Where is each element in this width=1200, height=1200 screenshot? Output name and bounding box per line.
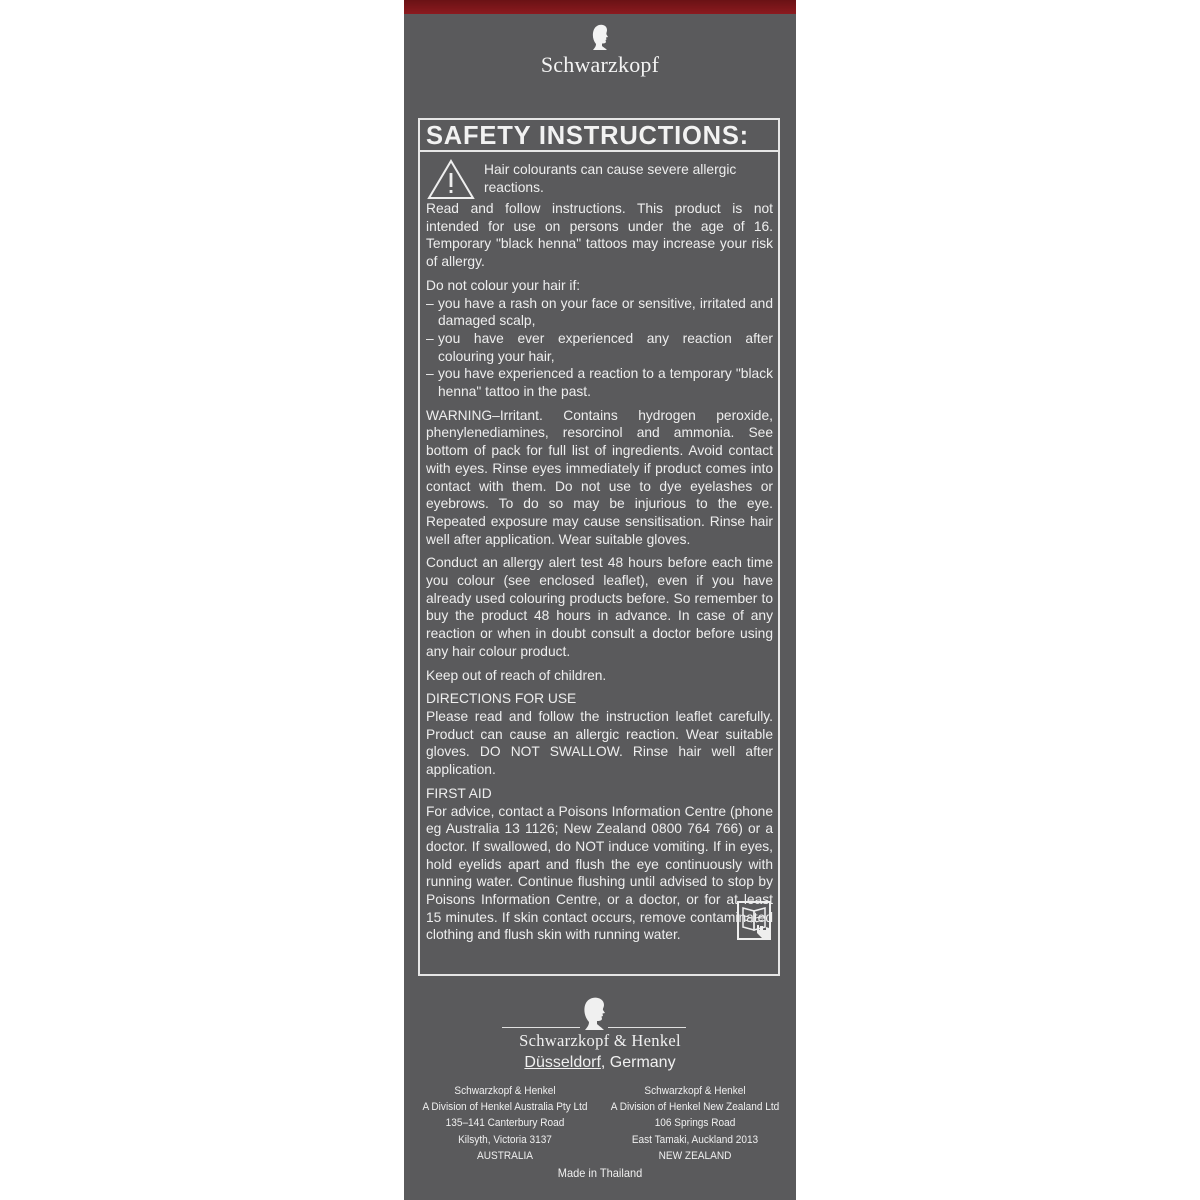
address-line: Kilsyth, Victoria 3137 [458,1133,552,1146]
children-paragraph: Keep out of reach of children. [426,667,607,683]
first-aid-section [426,785,773,944]
safety-title-row [420,120,778,152]
allergy-warning-row [426,158,773,200]
address-line: East Tamaki, Auckland 2013 [631,1133,759,1146]
red-top-band [404,0,796,14]
list-item: – you have ever experienced any reaction after colouring your hair, [426,330,773,365]
divider [502,1027,580,1028]
address-line: 135–141 Canterbury Road [445,1117,565,1130]
directions-paragraph: Please read and follow the instruction leaflet carefully. Product can cause an allergic reaction. Wear suitable gloves. DO NOT SWALLOW. Rinse hair well after application. [426,708,773,778]
do-not-heading: Do not colour your hair if: [426,277,581,293]
company-footer [404,996,796,1181]
package-side-panel [404,0,796,1200]
company-city [404,1052,796,1074]
do-not-list [426,295,773,401]
read-leaflet-icon [735,900,775,942]
allergy-test-paragraph: Conduct an allergy alert test 48 hours before each time you colour (see enclosed leaflet), even if you have already used colouring products before. So remember to buy the product 48 hours in advance. In case of any reaction or when in doubt consult a doctor before using any hair colour product. [426,555,773,659]
first-aid-heading: FIRST AID [426,785,492,801]
brand-header [404,24,796,78]
silhouette-head-icon [591,24,609,50]
country-name: , Germany [600,1054,676,1071]
allergy-warning-text: Hair colourants can cause severe allergic reactions. [484,162,737,195]
intro-paragraph: Read and follow instructions. This product is not intended for use on persons under the age of 16. Temporary "black henna" tattoos may increase your risk of allergy. [426,201,773,270]
address-line: A Division of Henkel Australia Pty Ltd [422,1101,588,1114]
address-line: AUSTRALIA [477,1149,533,1162]
list-item: – you have a rash on your face or sensitive, irritated and damaged scalp, [426,295,773,330]
divider [608,1027,686,1028]
address-new-zealand [610,1083,781,1164]
warning-paragraph: WARNING–Irritant. Contains hydrogen peroxide, phenylenediamines, resorcinol and ammonia. See bottom of pack for full list of ingredients. Avoid contact with eyes. Rinse eyes immediately if product comes into contact with them. Do not use to dye eyelashes or eyebrows. To do so may be injurious to the eye. Repeated exposure may cause sensitisation. Rinse hair well after application. Wear suitable gloves. [426,407,773,547]
first-aid-paragraph: For advice, contact a Poisons Information Centre (phone eg Australia 13 1126; New Zealand 0800 764 766) or a doctor. If swallowed, do NOT induce vomiting. If in eyes, hold eyelids apart and flush the eye continuously with running water. Continue flushing until advised to stop by Poisons Information Centre, or a doctor, or for at least 15 minutes. If skin contact occurs, remove contaminated clothing and flush skin with running water. [426,803,773,943]
address-line: Schwarzkopf & Henkel [454,1085,556,1097]
list-item: – you have experienced a reaction to a temporary "black henna" tattoo in the past. [426,365,773,400]
address-australia [420,1083,591,1164]
addresses [404,1083,796,1164]
address-line: 106 Springs Road [654,1117,736,1130]
brand-wordmark: Schwarzkopf [540,52,660,77]
silhouette-head-icon [582,996,608,1030]
directions-heading: DIRECTIONS FOR USE [426,691,577,707]
city-name: Düsseldorf [524,1054,601,1071]
made-in: Made in Thailand [557,1166,643,1181]
safety-instructions-box [418,118,780,976]
footer-logo-row [404,996,796,1030]
address-line: Schwarzkopf & Henkel [644,1085,746,1097]
company-name: Schwarzkopf & Henkel [519,1031,681,1050]
safety-content [420,152,778,944]
address-line: A Division of Henkel New Zealand Ltd [610,1101,780,1114]
warning-triangle-icon [426,158,476,200]
address-line: NEW ZEALAND [658,1149,732,1162]
safety-title: SAFETY INSTRUCTIONS: [426,122,749,150]
